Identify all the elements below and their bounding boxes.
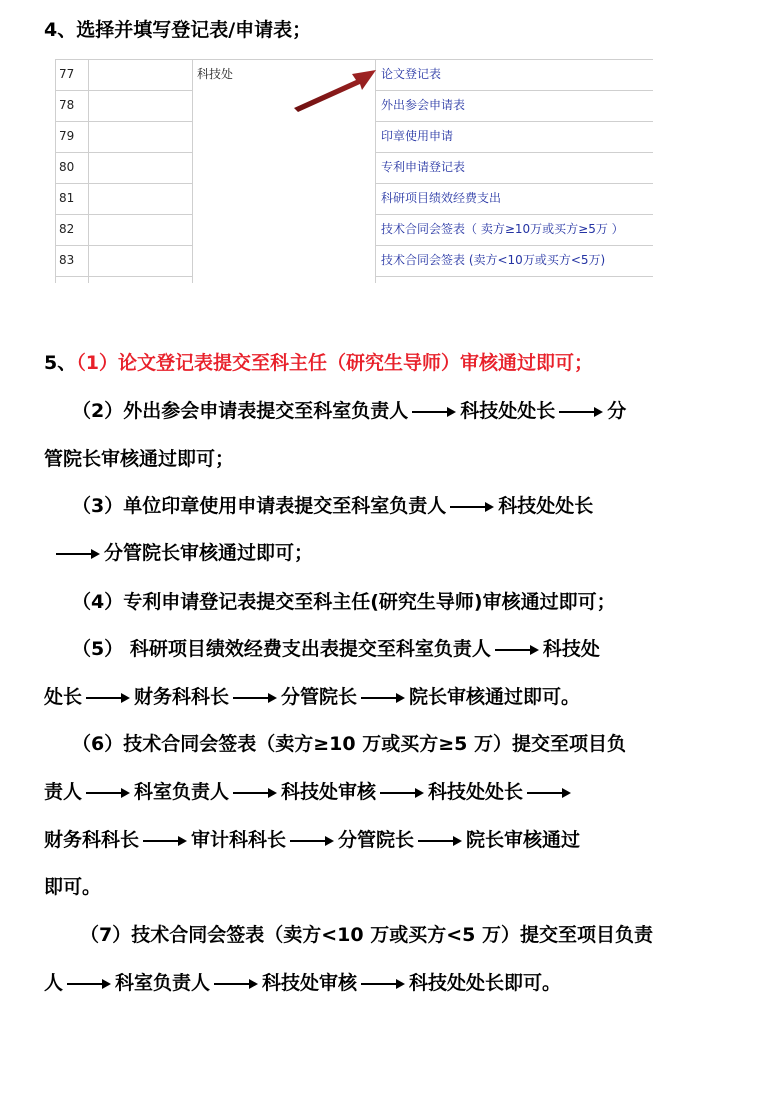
row-number: 78 [59, 98, 75, 112]
text: 科技处处长 [428, 781, 524, 803]
right-arrow-icon [361, 979, 405, 989]
right-arrow-icon [214, 979, 258, 989]
text: 院长审核通过即可。 [409, 686, 581, 708]
right-arrow-icon [143, 836, 187, 846]
right-arrow-icon [361, 693, 405, 703]
text: （2）外出参会申请表提交至科室负责人 [72, 400, 409, 422]
text: 分 [607, 400, 627, 422]
step5-item7-line1: （7）技术合同会签表（卖方<10 万或买方<5 万）提交至项目负责 [80, 924, 653, 946]
text: 科技处处长 [498, 495, 594, 517]
form-link-patent[interactable]: 专利申请登记表 [381, 160, 466, 174]
text: 人 [44, 972, 64, 994]
text: 责人 [44, 781, 83, 803]
text: 科室负责人 [134, 781, 230, 803]
text: 财务科科长 [44, 829, 140, 851]
text: 分管院长审核通过即可； [104, 542, 314, 564]
right-arrow-icon [86, 693, 130, 703]
right-arrow-icon [527, 788, 571, 798]
right-arrow-icon [233, 693, 277, 703]
text: （5） 科研项目绩效经费支出表提交至科室负责人 [72, 638, 491, 660]
pointer-arrow-icon [290, 66, 380, 112]
table-border [192, 59, 193, 283]
row-number: 83 [59, 253, 75, 267]
text: 财务科科长 [134, 686, 230, 708]
step5-item1-text: （1）论文登记表提交至科主任（研究生导师）审核通过即可； [76, 352, 593, 374]
department-cell: 科技处 [197, 67, 234, 81]
form-link-seal[interactable]: 印章使用申请 [381, 129, 454, 143]
right-arrow-icon [86, 788, 130, 798]
text: 审计科科长 [191, 829, 287, 851]
text: 科技处处长 [460, 400, 556, 422]
right-arrow-icon [233, 788, 277, 798]
text: 科技处审核 [262, 972, 358, 994]
table-border [55, 276, 193, 277]
step5-item6-line4: 即可。 [44, 876, 102, 898]
right-arrow-icon [450, 502, 494, 512]
table-border [375, 276, 653, 277]
step5-prefix: 5、 [44, 352, 77, 374]
text: （3）单位印章使用申请表提交至科室负责人 [72, 495, 447, 517]
step5-item5-line2 [44, 682, 704, 712]
text: 院长审核通过 [466, 829, 581, 851]
row-number: 81 [59, 191, 75, 205]
right-arrow-icon [380, 788, 424, 798]
table-border [88, 59, 89, 283]
row-number: 77 [59, 67, 75, 81]
text: 科技处 [542, 638, 600, 660]
step5-item6-line1: （6）技术合同会签表（卖方≥10 万或买方≥5 万）提交至项目负 [72, 733, 626, 755]
step5-item7-line2 [44, 968, 704, 998]
text: 分管院长 [281, 686, 358, 708]
right-arrow-icon [290, 836, 334, 846]
form-link-performance-fund[interactable]: 科研项目绩效经费支出 [381, 191, 502, 205]
form-link-thesis[interactable]: 论文登记表 [381, 67, 442, 81]
right-arrow-icon [412, 407, 456, 417]
step5-item5-line1 [72, 634, 732, 664]
right-arrow-icon [67, 979, 111, 989]
right-arrow-icon [56, 549, 100, 559]
step5-item4: （4）专利申请登记表提交至科主任(研究生导师)审核通过即可； [72, 591, 616, 613]
row-number: 80 [59, 160, 75, 174]
text: 科技处审核 [281, 781, 377, 803]
step5-item6-line3 [44, 825, 704, 855]
table-border [55, 59, 653, 60]
text: 科室负责人 [115, 972, 211, 994]
step5-item6-line2 [44, 777, 704, 807]
step5-item1 [44, 348, 704, 378]
right-arrow-icon [559, 407, 603, 417]
right-arrow-icon [495, 645, 539, 655]
table-border [55, 59, 56, 283]
right-arrow-icon [418, 836, 462, 846]
form-link-contract-small[interactable]: 技术合同会签表 (卖方<10万或买方<5万) [381, 253, 606, 267]
form-link-conference[interactable]: 外出参会申请表 [381, 98, 466, 112]
step5-item3-line1 [72, 491, 732, 521]
step5-item3-line2 [52, 538, 712, 568]
text: 科技处处长即可。 [409, 972, 562, 994]
row-number: 82 [59, 222, 75, 236]
form-link-contract-large[interactable]: 技术合同会签表（ 卖方≥10万或买方≥5万 ） [381, 222, 624, 236]
text: 处长 [44, 686, 83, 708]
step4-heading: 4、选择并填写登记表/申请表； [44, 19, 312, 41]
step5-item2-line2: 管院长审核通过即可； [44, 448, 235, 470]
row-number: 79 [59, 129, 75, 143]
step5-item2-line1 [72, 396, 732, 426]
text: 分管院长 [338, 829, 415, 851]
